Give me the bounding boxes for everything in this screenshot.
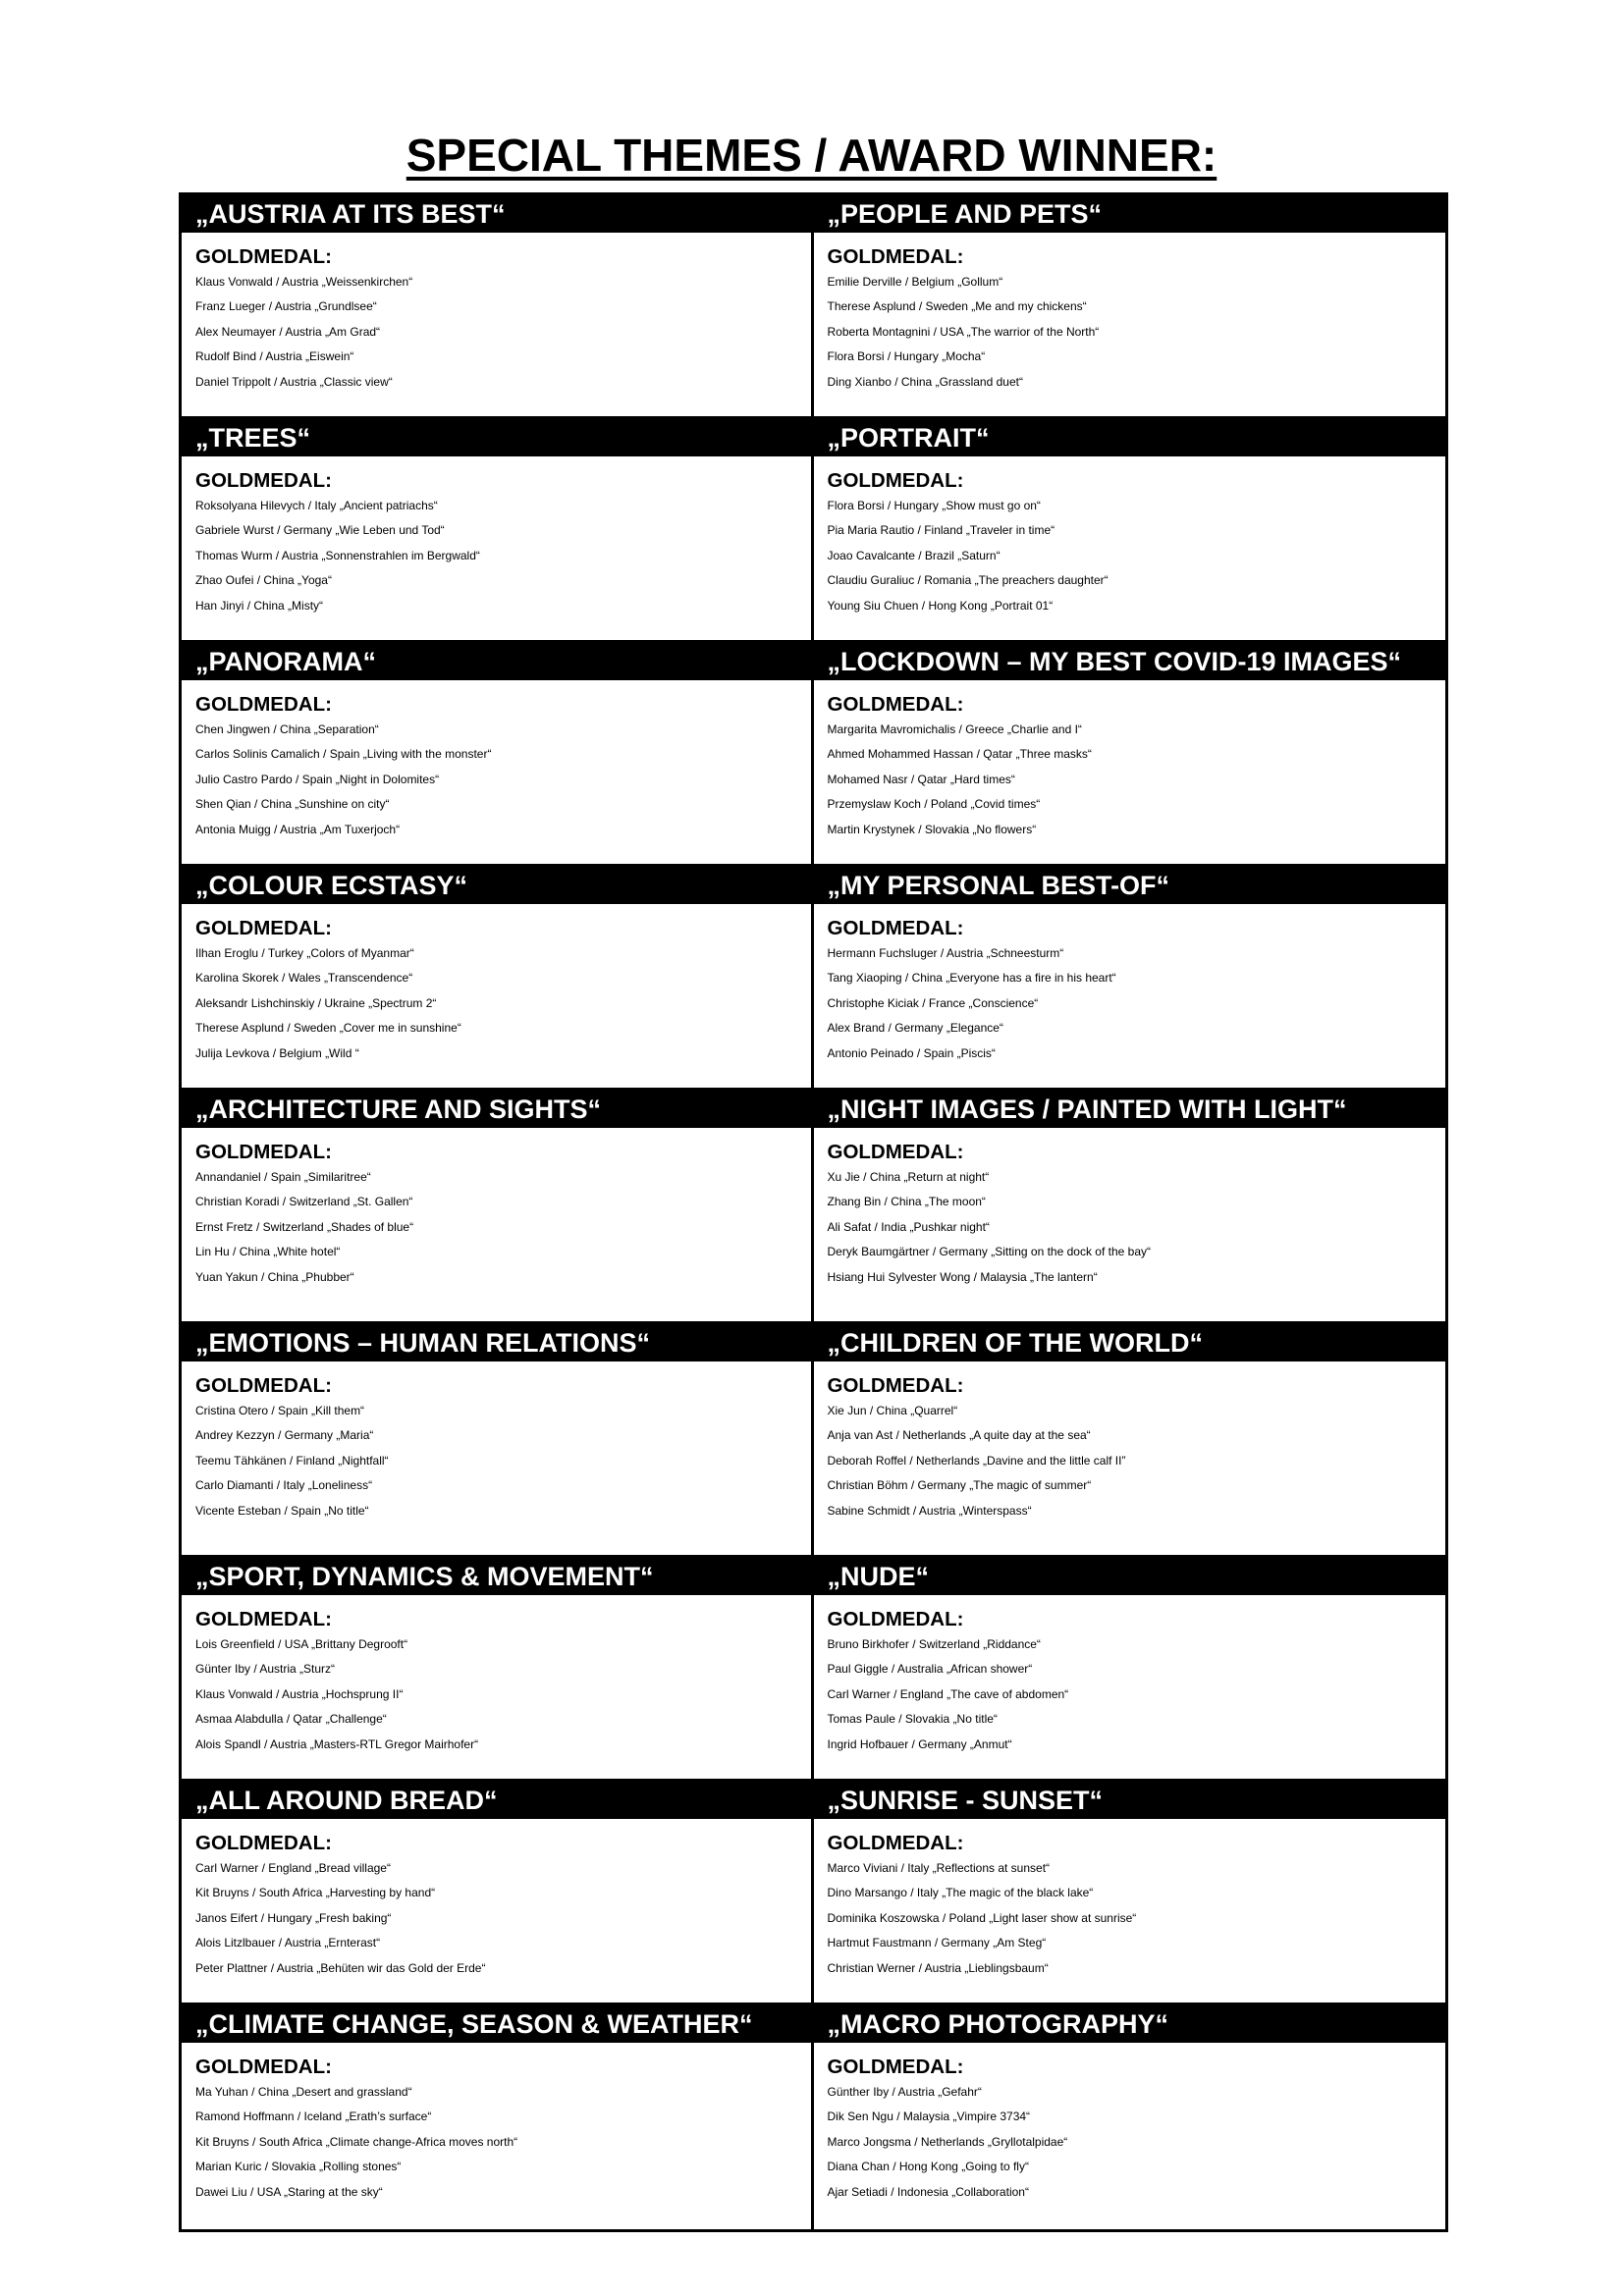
winner-entry: Janos Eifert / Hungary „Fresh baking“ [195, 1910, 392, 1925]
winner-entry: Roksolyana Hilevych / Italy „Ancient patriachs“ [195, 498, 438, 512]
theme-cell [814, 867, 1446, 1091]
winner-entry: Alex Neumayer / Austria „Am Grad“ [195, 324, 381, 339]
theme-heading: „MY PERSONAL BEST-OF“ [814, 867, 1446, 904]
winner-entry: Teemu Tähkänen / Finland „Nightfall“ [195, 1453, 389, 1468]
winners-list [814, 233, 1446, 400]
theme-cell [814, 195, 1446, 419]
winner-entry: Asmaa Alabdulla / Qatar „Challenge“ [195, 1712, 387, 1726]
winner-entry: Franz Lueger / Austria „Grundlsee“ [195, 299, 377, 313]
theme-cell [814, 2005, 1446, 2229]
winner-entry: Dino Marsango / Italy „The magic of the black lake“ [827, 1886, 1094, 1899]
theme-heading: „ARCHITECTURE AND SIGHTS“ [182, 1091, 811, 1128]
winners-list [182, 456, 811, 624]
winner-entry: Hsiang Hui Sylvester Wong / Malaysia „The lantern“ [827, 1269, 1098, 1284]
winner-entry: Zhang Bin / China „The moon“ [827, 1195, 986, 1208]
winner-entry: Flora Borsi / Hungary „Show must go on“ [827, 498, 1041, 512]
winner-entry: Han Jinyi / China „Misty“ [195, 598, 324, 613]
winner-entry: Sabine Schmidt / Austria „Winterspass“ [827, 1503, 1032, 1518]
theme-cell [182, 1558, 814, 1782]
winners-list [814, 456, 1446, 624]
winner-entry: Ali Safat / India „Pushkar night“ [827, 1219, 990, 1234]
winner-entry: Xie Jun / China „Quarrel“ [827, 1403, 958, 1417]
winner-entry: Chen Jingwen / China „Separation“ [195, 721, 379, 736]
winner-entry: Ding Xianbo / China „Grassland duet“ [827, 374, 1023, 389]
winner-entry: Emilie Derville / Belgium „Gollum“ [827, 274, 1003, 289]
winner-entry: Deborah Roffel / Netherlands „Davine and the little calf II” [827, 1453, 1126, 1468]
goldmedal-label: GOLDMEDAL: [195, 1374, 332, 1397]
winner-entry: Ma Yuhan / China „Desert and grassland“ [195, 2084, 412, 2099]
winner-entry: Zhao Oufei / China „Yoga“ [195, 573, 332, 587]
winner-entry: Peter Plattner / Austria „Behüten wir das Gold der Erde“ [195, 1960, 486, 1975]
goldmedal-label: GOLDMEDAL: [827, 2056, 964, 2078]
awards-table [179, 192, 1448, 2232]
theme-heading: „NIGHT IMAGES / PAINTED WITH LIGHT“ [814, 1091, 1446, 1128]
theme-cell [814, 1324, 1446, 1558]
theme-cell [182, 1324, 814, 1558]
winner-entry: Carlos Solinis Camalich / Spain „Living with the monster“ [195, 747, 492, 761]
winners-list [182, 680, 811, 848]
winner-entry: Marco Jongsma / Netherlands „Gryllotalpidae“ [827, 2134, 1068, 2149]
winner-entry: Klaus Vonwald / Austria „Hochsprung II“ [195, 1686, 404, 1701]
page-title: SPECIAL THEMES / AWARD WINNER: [406, 129, 1217, 181]
goldmedal-label: GOLDMEDAL: [195, 245, 332, 268]
theme-cell [182, 2005, 814, 2229]
winner-entry: Cristina Otero / Spain „Kill them“ [195, 1403, 365, 1417]
winner-entry: Mohamed Nasr / Qatar „Hard times“ [827, 772, 1015, 786]
winner-entry: Xu Jie / China „Return at night“ [827, 1169, 990, 1184]
goldmedal-label: GOLDMEDAL: [195, 917, 332, 939]
winner-entry: Flora Borsi / Hungary „Mocha“ [827, 349, 986, 363]
winner-entry: Hartmut Faustmann / Germany „Am Steg“ [827, 1936, 1047, 1949]
goldmedal-label: GOLDMEDAL: [827, 917, 964, 939]
winners-list [182, 1362, 811, 1529]
winner-entry: Julija Levkova / Belgium „Wild “ [195, 1045, 359, 1060]
winner-entry: Bruno Birkhofer / Switzerland „Riddance“ [827, 1636, 1041, 1651]
theme-cell [182, 1782, 814, 2005]
winner-entry: Carl Warner / England „Bread village“ [195, 1860, 391, 1875]
theme-heading: „PORTRAIT“ [814, 419, 1446, 456]
winner-entry: Günther Iby / Austria „Gefahr“ [827, 2084, 982, 2099]
winner-entry: Daniel Trippolt / Austria „Classic view“ [195, 374, 393, 389]
theme-heading: „EMOTIONS – HUMAN RELATIONS“ [182, 1324, 811, 1362]
winner-entry: Andrey Kezzyn / Germany „Maria“ [195, 1428, 374, 1442]
winner-entry: Thomas Wurm / Austria „Sonnenstrahlen im Bergwald“ [195, 548, 480, 562]
goldmedal-label: GOLDMEDAL: [195, 693, 332, 716]
winner-entry: Deryk Baumgärtner / Germany „Sitting on the dock of the bay“ [827, 1245, 1151, 1258]
winners-list [814, 1362, 1446, 1529]
winners-list [182, 2043, 811, 2211]
winner-entry: Tang Xiaoping / China „Everyone has a fire in his heart“ [827, 971, 1116, 985]
winner-entry: Therese Asplund / Sweden „Me and my chickens“ [827, 299, 1087, 313]
winner-entry: Carl Warner / England „The cave of abdomen“ [827, 1686, 1069, 1701]
goldmedal-label: GOLDMEDAL: [827, 245, 964, 268]
winner-entry: Gabriele Wurst / Germany „Wie Leben und Tod“ [195, 523, 445, 537]
goldmedal-label: GOLDMEDAL: [827, 1832, 964, 1854]
winner-entry: Claudiu Guraliuc / Romania „The preachers daughter“ [827, 573, 1109, 587]
goldmedal-label: GOLDMEDAL: [195, 2056, 332, 2078]
winner-entry: Diana Chan / Hong Kong „Going to fly“ [827, 2160, 1029, 2173]
winner-entry: Ingrid Hofbauer / Germany „Anmut“ [827, 1736, 1012, 1751]
goldmedal-label: GOLDMEDAL: [827, 1141, 964, 1163]
winner-entry: Joao Cavalcante / Brazil „Saturn“ [827, 548, 1001, 562]
winner-entry: Marco Viviani / Italy „Reflections at sunset“ [827, 1860, 1051, 1875]
theme-heading: „MACRO PHOTOGRAPHY“ [814, 2005, 1446, 2043]
goldmedal-label: GOLDMEDAL: [195, 1832, 332, 1854]
winner-entry: Anja van Ast / Netherlands „A quite day at the sea“ [827, 1428, 1091, 1442]
goldmedal-label: GOLDMEDAL: [827, 469, 964, 492]
winner-entry: Günter Iby / Austria „Sturz“ [195, 1662, 336, 1676]
winners-list [182, 904, 811, 1072]
theme-heading: „COLOUR ECSTASY“ [182, 867, 811, 904]
winner-entry: Dominika Koszowska / Poland „Light laser show at sunrise“ [827, 1910, 1137, 1925]
winner-entry: Marian Kuric / Slovakia „Rolling stones“ [195, 2160, 402, 2173]
winner-entry: Christophe Kiciak / France „Conscience“ [827, 995, 1039, 1010]
winners-list [182, 1819, 811, 1987]
winner-entry: Christian Koradi / Switzerland „St. Gallen“ [195, 1195, 413, 1208]
winner-entry: Julio Castro Pardo / Spain „Night in Dolomites“ [195, 772, 440, 786]
winner-entry: Kit Bruyns / South Africa „Climate change-Africa moves north“ [195, 2134, 518, 2149]
winner-entry: Vicente Esteban / Spain „No title“ [195, 1503, 369, 1518]
winner-entry: Lin Hu / China „White hotel“ [195, 1245, 341, 1258]
theme-cell [814, 643, 1446, 867]
theme-cell [814, 1782, 1446, 2005]
winner-entry: Ajar Setiadi / Indonesia „Collaboration“ [827, 2184, 1029, 2199]
winner-entry: Margarita Mavromichalis / Greece „Charlie and I“ [827, 721, 1082, 736]
theme-heading: „PANORAMA“ [182, 643, 811, 680]
winner-entry: Kit Bruyns / South Africa „Harvesting by hand“ [195, 1886, 436, 1899]
theme-cell [182, 867, 814, 1091]
winner-entry: Alois Litzlbauer / Austria „Ernterast“ [195, 1936, 381, 1949]
winners-list [814, 1819, 1446, 1987]
goldmedal-label: GOLDMEDAL: [195, 1608, 332, 1630]
winners-list [814, 1128, 1446, 1296]
winner-entry: Dawei Liu / USA „Staring at the sky“ [195, 2184, 383, 2199]
winner-entry: Ilhan Eroglu / Turkey „Colors of Myanmar“ [195, 945, 414, 960]
theme-heading: „CHILDREN OF THE WORLD“ [814, 1324, 1446, 1362]
winner-entry: Therese Asplund / Sweden „Cover me in sunshine“ [195, 1021, 461, 1035]
theme-cell [814, 419, 1446, 643]
winner-entry: Martin Krystynek / Slovakia „No flowers“ [827, 822, 1037, 836]
theme-heading: „LOCKDOWN – MY BEST COVID-19 IMAGES“ [814, 643, 1446, 680]
winners-list [814, 680, 1446, 848]
winner-entry: Rudolf Bind / Austria „Eiswein“ [195, 349, 354, 363]
winner-entry: Yuan Yakun / China „Phubber“ [195, 1269, 354, 1284]
winners-list [182, 233, 811, 400]
winner-entry: Paul Giggle / Australia „African shower“ [827, 1662, 1033, 1676]
theme-heading: „TREES“ [182, 419, 811, 456]
winners-list [814, 1595, 1446, 1763]
winner-entry: Przemyslaw Koch / Poland „Covid times“ [827, 797, 1041, 811]
winner-entry: Roberta Montagnini / USA „The warrior of the North“ [827, 324, 1100, 339]
winner-entry: Aleksandr Lishchinskiy / Ukraine „Spectrum 2“ [195, 995, 437, 1010]
theme-heading: „SUNRISE - SUNSET“ [814, 1782, 1446, 1819]
winner-entry: Karolina Skorek / Wales „Transcendence“ [195, 971, 413, 985]
theme-heading: „SPORT, DYNAMICS & MOVEMENT“ [182, 1558, 811, 1595]
winner-entry: Young Siu Chuen / Hong Kong „Portrait 01“ [827, 598, 1054, 613]
winner-entry: Lois Greenfield / USA „Brittany Degrooft“ [195, 1636, 408, 1651]
theme-heading: „AUSTRIA AT ITS BEST“ [182, 195, 811, 233]
winner-entry: Ahmed Mohammed Hassan / Qatar „Three masks“ [827, 747, 1092, 761]
winner-entry: Dik Sen Ngu / Malaysia „Vimpire 3734“ [827, 2109, 1031, 2123]
winner-entry: Antonia Muigg / Austria „Am Tuxerjoch“ [195, 822, 401, 836]
winner-entry: Hermann Fuchsluger / Austria „Schneesturm“ [827, 945, 1064, 960]
theme-heading: „PEOPLE AND PETS“ [814, 195, 1446, 233]
theme-cell [814, 1558, 1446, 1782]
theme-heading: „ALL AROUND BREAD“ [182, 1782, 811, 1819]
theme-heading: „NUDE“ [814, 1558, 1446, 1595]
winner-entry: Alois Spandl / Austria „Masters-RTL Gregor Mairhofer“ [195, 1736, 479, 1751]
winner-entry: Annandaniel / Spain „Similaritree“ [195, 1169, 371, 1184]
goldmedal-label: GOLDMEDAL: [827, 693, 964, 716]
winner-entry: Alex Brand / Germany „Elegance“ [827, 1021, 1003, 1035]
theme-cell [182, 1091, 814, 1324]
winners-list [182, 1595, 811, 1763]
winner-entry: Pia Maria Rautio / Finland „Traveler in time“ [827, 523, 1055, 537]
theme-cell [182, 419, 814, 643]
winners-list [814, 904, 1446, 1072]
winner-entry: Shen Qian / China „Sunshine on city“ [195, 797, 390, 811]
theme-cell [814, 1091, 1446, 1324]
winner-entry: Christian Werner / Austria „Lieblingsbaum“ [827, 1960, 1049, 1975]
winner-entry: Antonio Peinado / Spain „Piscis“ [827, 1045, 996, 1060]
theme-cell [182, 195, 814, 419]
goldmedal-label: GOLDMEDAL: [195, 1141, 332, 1163]
winner-entry: Klaus Vonwald / Austria „Weissenkirchen“ [195, 274, 413, 289]
winners-list [814, 2043, 1446, 2211]
winners-list [182, 1128, 811, 1296]
winner-entry: Ernst Fretz / Switzerland „Shades of blue“ [195, 1219, 414, 1234]
goldmedal-label: GOLDMEDAL: [195, 469, 332, 492]
winner-entry: Ramond Hoffmann / Iceland „Erath’s surface“ [195, 2109, 432, 2123]
winner-entry: Tomas Paule / Slovakia „No title“ [827, 1712, 998, 1726]
theme-heading: „CLIMATE CHANGE, SEASON & WEATHER“ [182, 2005, 811, 2043]
winner-entry: Carlo Diamanti / Italy „Loneliness“ [195, 1478, 373, 1492]
goldmedal-label: GOLDMEDAL: [827, 1374, 964, 1397]
winner-entry: Christian Böhm / Germany „The magic of summer“ [827, 1478, 1092, 1492]
goldmedal-label: GOLDMEDAL: [827, 1608, 964, 1630]
theme-cell [182, 643, 814, 867]
